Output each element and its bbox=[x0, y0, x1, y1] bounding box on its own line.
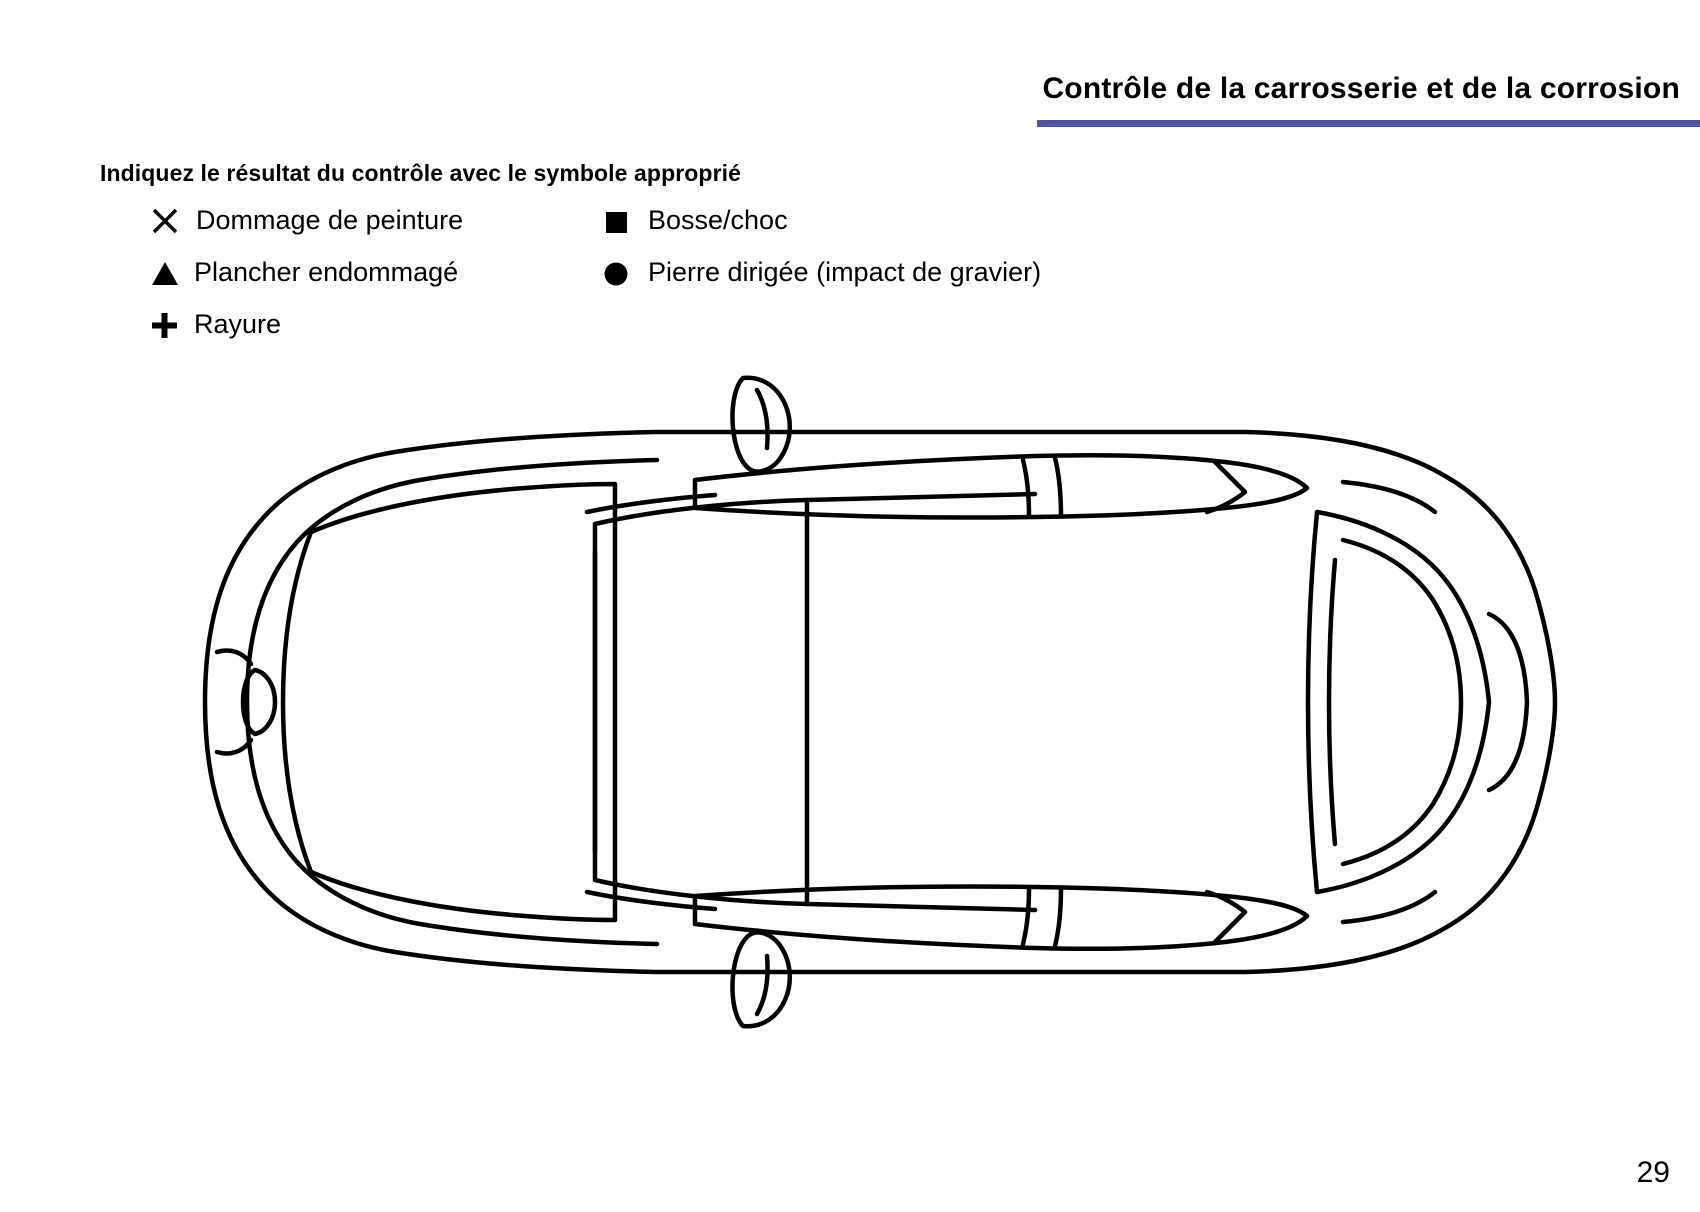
legend-item-label: Pierre dirigée (impact de gravier) bbox=[648, 256, 1042, 287]
car-top-view-diagram bbox=[95, 352, 1575, 1052]
square-icon bbox=[602, 205, 648, 235]
legend-grid bbox=[150, 205, 1400, 361]
legend-item-label: Bosse/choc bbox=[648, 204, 788, 235]
page-title: Contrôle de la carrosserie et de la corrosion bbox=[1042, 72, 1680, 105]
page-header bbox=[0, 72, 1700, 142]
legend-row bbox=[150, 257, 1400, 309]
legend-item-label: Plancher endommagé bbox=[194, 256, 459, 287]
header-rule bbox=[1037, 120, 1700, 127]
legend-item-floor-damage bbox=[150, 257, 602, 287]
triangle-icon bbox=[150, 257, 196, 287]
page-number: 29 bbox=[1636, 1156, 1670, 1189]
legend-item-scratch bbox=[150, 309, 602, 339]
legend-section bbox=[100, 160, 1400, 361]
legend-item-dent bbox=[602, 205, 1362, 235]
plus-icon bbox=[150, 309, 196, 339]
legend-row bbox=[150, 205, 1400, 257]
circle-icon bbox=[602, 257, 648, 287]
x-mark-icon bbox=[150, 205, 196, 235]
legend-item-label: Dommage de peinture bbox=[196, 204, 464, 235]
legend-item-stone-chip bbox=[602, 257, 1362, 287]
legend-item-paint-damage bbox=[150, 205, 602, 235]
legend-item-label: Rayure bbox=[194, 308, 282, 339]
legend-heading: Indiquez le résultat du contrôle avec le symbole approprié bbox=[100, 160, 742, 186]
car-outline-drawing bbox=[95, 352, 1575, 1052]
